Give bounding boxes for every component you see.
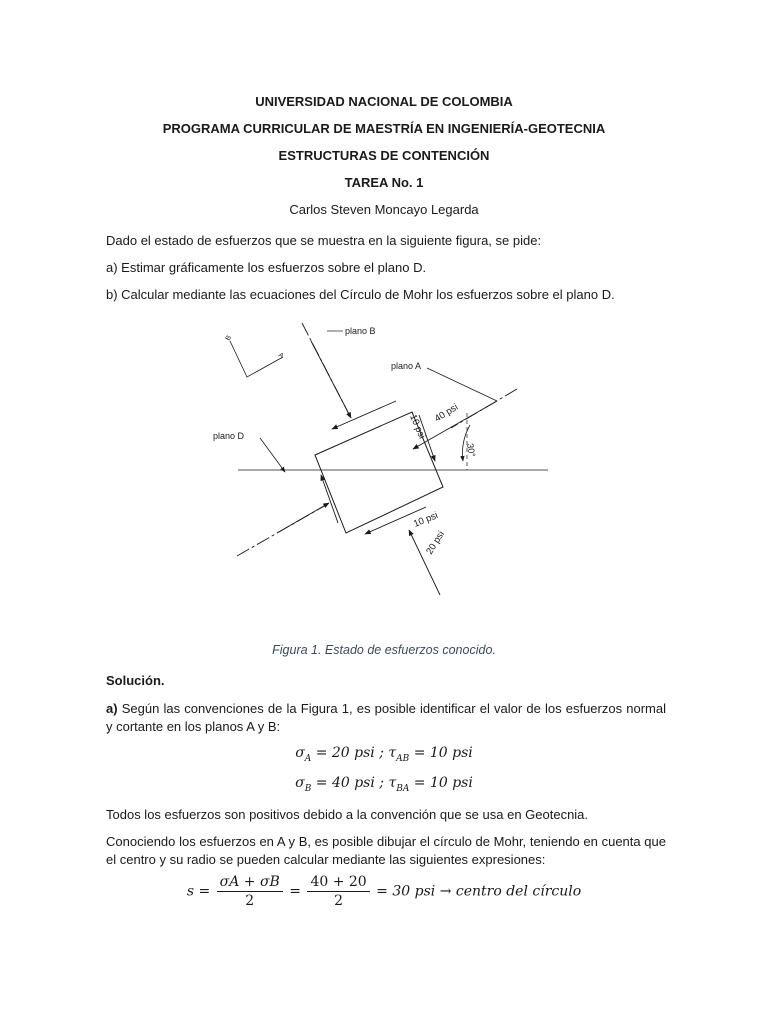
plane-d-leader (260, 438, 285, 472)
axis-b-label: B (224, 334, 234, 342)
stress-state-figure (205, 315, 555, 600)
plane-d-arrow (277, 503, 329, 533)
solution-part-a (106, 700, 666, 736)
part-a-label: a) (106, 701, 118, 716)
problem-item-b: b) Calcular mediante las ecuaciones del Círculo de Mohr los esfuerzos sobre el plano D. (106, 287, 615, 302)
eq3-rhs: = 30 psi → centro del círculo (376, 883, 582, 900)
eq1-tau: τ (388, 745, 397, 761)
shear-arrow-top (332, 401, 396, 429)
plane-d-label: plano D (213, 431, 245, 441)
equation-plane-b (0, 775, 768, 794)
eq3-equals: = (289, 883, 301, 900)
problem-intro: Dado el estado de esfuerzos que se muestra en la siguiente figura, se pide: (106, 233, 542, 248)
eq2-tau: τ (388, 775, 397, 791)
plane-b-label: plano B (345, 326, 376, 336)
eq2-tau-sub: BA (396, 783, 410, 794)
shear-arrow-left (321, 475, 338, 523)
plane-a-leader (427, 368, 497, 401)
eq3-lhs: s = (186, 883, 211, 900)
author-name: Carlos Steven Moncayo Legarda (289, 202, 479, 217)
label-30deg: 30° (465, 442, 478, 458)
eq3-den1: 2 (245, 893, 255, 909)
eq3-frac1 (217, 873, 283, 910)
eq3-den2: 2 (334, 893, 344, 909)
label-10psi-bottom: 10 psi (412, 510, 440, 530)
eq1-sigma: σ (295, 745, 305, 761)
solution-title: Solución. (106, 673, 165, 688)
label-40psi: 40 psi (432, 401, 461, 425)
plane-a-label: plano A (391, 361, 422, 371)
stress-diagram (205, 315, 555, 600)
plane-b-arrow (311, 341, 351, 418)
eq3-frac2 (307, 873, 369, 910)
figure-caption: Figura 1. Estado de esfuerzos conocido. (272, 643, 496, 657)
equation-plane-a (0, 745, 768, 764)
eq1-sigma-sub: A (304, 753, 312, 764)
eq3-num1: σA + σB (217, 873, 283, 892)
eq1-sigma-val: = 20 psi ; (311, 745, 389, 761)
eq2-sigma-sub: B (304, 783, 312, 794)
problem-item-a: a) Estimar gráficamente los esfuerzos sobre el plano D. (106, 260, 427, 275)
eq1-tau-val: = 10 psi (409, 745, 473, 761)
positive-note: Todos los esfuerzos son positivos debido a la convención que se usa en Geotecnia. (106, 807, 589, 822)
eq1-tau-sub: AB (396, 753, 410, 764)
university-heading: UNIVERSIDAD NACIONAL DE COLOMBIA (255, 94, 513, 109)
course-heading: ESTRUCTURAS DE CONTENCIÓN (278, 148, 490, 163)
equation-center (0, 873, 768, 910)
label-10psi-top: 10 psi (407, 412, 428, 441)
axis-a-label: A (277, 351, 285, 361)
eq2-sigma: σ (295, 775, 305, 791)
assignment-heading: TAREA No. 1 (344, 175, 424, 190)
axes-symbol (230, 341, 283, 377)
label-20psi: 20 psi (424, 529, 447, 557)
part-a-text: Según las convenciones de la Figura 1, es posible identificar el valor de los esfuerzos normal y cortante en los planos A y B: (106, 701, 666, 734)
eq3-num2: 40 + 20 (307, 873, 369, 892)
program-heading: PROGRAMA CURRICULAR DE MAESTRÍA EN INGENIERÍA-GEOTECNIA (162, 121, 606, 136)
eq2-tau-val: = 10 psi (409, 775, 473, 791)
eq2-sigma-val: = 40 psi ; (311, 775, 389, 791)
mohr-intro: Conociendo los esfuerzos en A y B, es posible dibujar el círculo de Mohr, teniendo en cuenta que el centro y su radio se pueden calcular mediante las siguientes expresiones: (106, 834, 666, 867)
